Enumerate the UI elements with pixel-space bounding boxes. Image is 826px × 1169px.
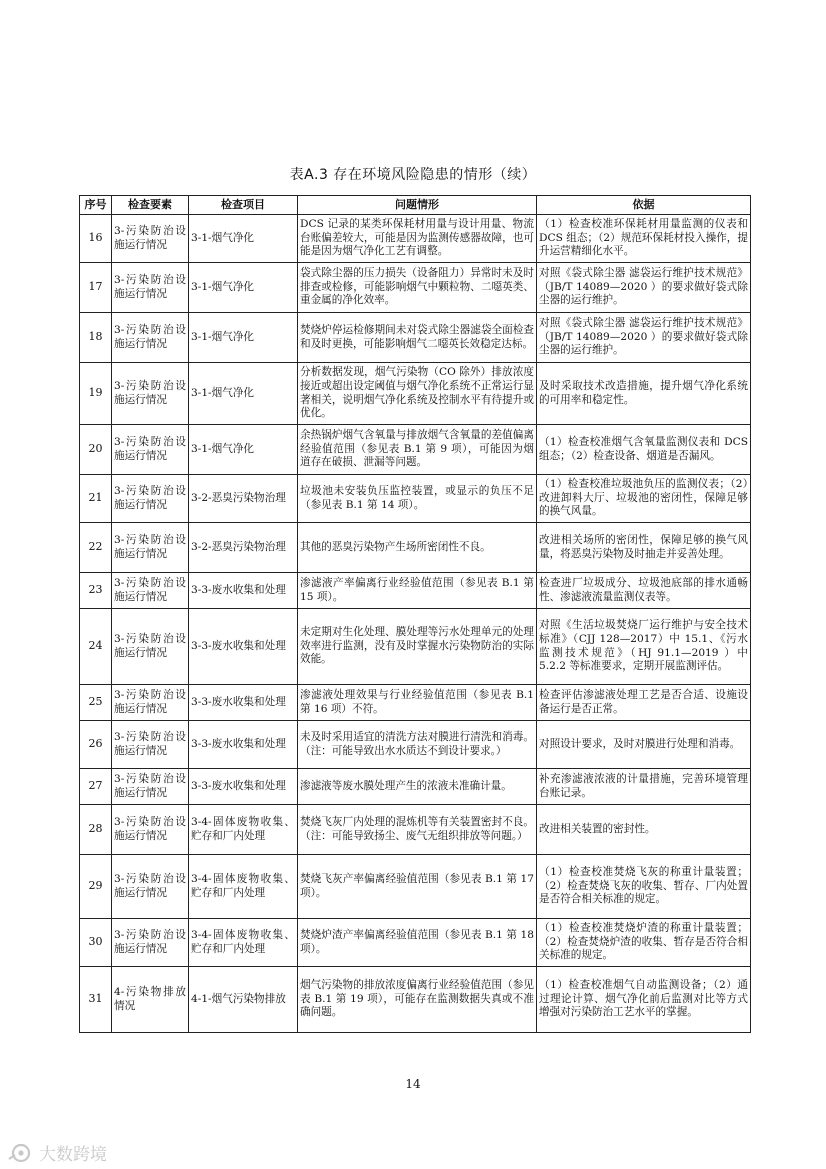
cell-basis: 对照《袋式除尘器 滤袋运行维护技术规范》（JB/T 14089—2020 ）的要求做好袋式除尘器的运行维护。 bbox=[537, 263, 751, 313]
table-row bbox=[80, 855, 751, 919]
cell-basis: 改进相关装置的密封性。 bbox=[537, 805, 751, 855]
cell-no: 26 bbox=[80, 721, 112, 769]
table-row bbox=[80, 263, 751, 313]
cell-item: 3-1-烟气净化 bbox=[189, 313, 298, 363]
cell-basis: 对照《袋式除尘器 滤袋运行维护技术规范》（JB/T 14089—2020 ）的要求做好袋式除尘器的运行维护。 bbox=[537, 313, 751, 363]
cell-issue: 垃圾池未安装负压监控装置，或显示的负压不足（参见表 B.1 第 14 项）。 bbox=[298, 475, 537, 523]
cell-item: 3-1-烟气净化 bbox=[189, 425, 298, 475]
cell-no: 25 bbox=[80, 685, 112, 721]
page-number: 14 bbox=[405, 1077, 421, 1091]
table-row bbox=[80, 769, 751, 805]
table-row bbox=[80, 475, 751, 523]
cell-issue: 渗滤液产率偏离行业经验值范围（参见表 B.1 第 15 项）。 bbox=[298, 573, 537, 609]
col-header-basis: 依据 bbox=[537, 196, 751, 215]
cell-basis: 补充渗滤液浓液的计量措施，完善环境管理台账记录。 bbox=[537, 769, 751, 805]
table-title: 表A.3 存在环境风险隐患的情形（续） bbox=[289, 167, 537, 183]
cell-item: 3-2-恶臭污染物治理 bbox=[189, 475, 298, 523]
cell-item: 3-4-固体废物收集、贮存和厂内处理 bbox=[189, 805, 298, 855]
cell-no: 24 bbox=[80, 609, 112, 685]
cell-issue: 余热锅炉烟气含氧量与排放烟气含氧量的差值偏离经验值范围（参见表 B.1 第 9 项），可能因为烟道存在破损、泄漏等问题。 bbox=[298, 425, 537, 475]
cell-element: 3-污染防治设施运行情况 bbox=[112, 855, 189, 919]
cell-item: 3-3-废水收集和处理 bbox=[189, 609, 298, 685]
cell-item: 3-4-固体废物收集、贮存和厂内处理 bbox=[189, 919, 298, 967]
cell-item: 3-3-废水收集和处理 bbox=[189, 721, 298, 769]
cell-no: 18 bbox=[80, 313, 112, 363]
cell-element: 3-污染防治设施运行情况 bbox=[112, 805, 189, 855]
cell-item: 3-4-固体废物收集、贮存和厂内处理 bbox=[189, 855, 298, 919]
cell-element: 3-污染防治设施运行情况 bbox=[112, 313, 189, 363]
cell-no: 23 bbox=[80, 573, 112, 609]
table-row bbox=[80, 685, 751, 721]
table-row bbox=[80, 919, 751, 967]
cell-item: 3-2-恶臭污染物治理 bbox=[189, 523, 298, 573]
table-row bbox=[80, 721, 751, 769]
cell-no: 16 bbox=[80, 215, 112, 263]
cell-element: 3-污染防治设施运行情况 bbox=[112, 523, 189, 573]
cell-item: 3-3-废水收集和处理 bbox=[189, 573, 298, 609]
cell-issue: 焚烧飞灰产率偏离经验值范围（参见表 B.1 第 17 项）。 bbox=[298, 855, 537, 919]
table-row bbox=[80, 573, 751, 609]
table-body bbox=[80, 215, 751, 1033]
table-row bbox=[80, 523, 751, 573]
cell-issue: 袋式除尘器的压力损失（设备阻力）异常时未及时排查或检修，可能影响烟气中颗粒物、二噁英类、重金属的净化效率。 bbox=[298, 263, 537, 313]
watermark-logo-icon bbox=[8, 1143, 34, 1163]
cell-no: 21 bbox=[80, 475, 112, 523]
cell-basis: （1）检查校准焚烧飞灰的称重计量装置；（2）检查焚烧飞灰的收集、暂存、厂内处置是否符合相关标准的规定。 bbox=[537, 855, 751, 919]
table-header-row bbox=[80, 196, 751, 215]
cell-basis: 检查评估渗滤液处理工艺是否合适、设施设备运行是否正常。 bbox=[537, 685, 751, 721]
col-header-no: 序号 bbox=[80, 196, 112, 215]
cell-no: 17 bbox=[80, 263, 112, 313]
cell-issue: 未定期对生化处理、膜处理等污水处理单元的处理效率进行监测，没有及时掌握水污染物防治的实际效能。 bbox=[298, 609, 537, 685]
cell-item: 4-1-烟气污染物排放 bbox=[189, 967, 298, 1033]
cell-element: 3-污染防治设施运行情况 bbox=[112, 425, 189, 475]
cell-element: 3-污染防治设施运行情况 bbox=[112, 721, 189, 769]
cell-no: 30 bbox=[80, 919, 112, 967]
table-row bbox=[80, 313, 751, 363]
cell-element: 3-污染防治设施运行情况 bbox=[112, 475, 189, 523]
cell-element: 3-污染防治设施运行情况 bbox=[112, 609, 189, 685]
cell-issue: 焚烧炉停运检修期间未对袋式除尘器滤袋全面检查和及时更换，可能影响烟气二噁英长效稳定达标。 bbox=[298, 313, 537, 363]
cell-basis: 对照《生活垃圾焚烧厂运行维护与安全技术标准》（CJJ 128—2017）中 15.1、《污水监测技术规范》（HJ 91.1—2019 ）中 5.2.2 等标准要求，定期开展监测评估。 bbox=[537, 609, 751, 685]
cell-basis: （1）检查校准焚烧炉渣的称重计量装置；（2）检查焚烧炉渣的收集、暂存是否符合相关标准的规定。 bbox=[537, 919, 751, 967]
cell-no: 20 bbox=[80, 425, 112, 475]
cell-basis: （1）检查校准烟气自动监测设备；（2）通过理论计算、烟气净化前后监测对比等方式增强对污染防治工艺水平的掌握。 bbox=[537, 967, 751, 1033]
cell-element: 3-污染防治设施运行情况 bbox=[112, 573, 189, 609]
watermark bbox=[8, 1140, 107, 1165]
cell-no: 27 bbox=[80, 769, 112, 805]
cell-issue: 分析数据发现，烟气污染物（CO 除外）排放浓度接近或超出设定阈值与烟气净化系统不正常运行显著相关，说明烟气净化系统及控制水平有待提升或优化。 bbox=[298, 363, 537, 425]
cell-element: 3-污染防治设施运行情况 bbox=[112, 685, 189, 721]
cell-issue: 其他的恶臭污染物产生场所密闭性不良。 bbox=[298, 523, 537, 573]
cell-issue: DCS 记录的某类环保耗材用量与设计用量、物流台账偏差较大，可能是因为监测传感器故障，也可能是因为烟气净化工艺有调整。 bbox=[298, 215, 537, 263]
cell-basis: 检查进厂垃圾成分、垃圾池底部的排水通畅性、渗滤液流量监测仪表等。 bbox=[537, 573, 751, 609]
cell-element: 4-污染物排放情况 bbox=[112, 967, 189, 1033]
cell-basis: 改进相关场所的密闭性，保障足够的换气风量，将恶臭污染物及时抽走并妥善处理。 bbox=[537, 523, 751, 573]
cell-element: 3-污染防治设施运行情况 bbox=[112, 769, 189, 805]
cell-no: 22 bbox=[80, 523, 112, 573]
cell-no: 28 bbox=[80, 805, 112, 855]
cell-issue: 未及时采用适宜的清洗方法对膜进行清洗和消毒。（注：可能导致出水水质达不到设计要求。） bbox=[298, 721, 537, 769]
cell-basis: 及时采取技术改造措施，提升烟气净化系统的可用率和稳定性。 bbox=[537, 363, 751, 425]
cell-no: 31 bbox=[80, 967, 112, 1033]
table-row bbox=[80, 425, 751, 475]
col-header-element: 检查要素 bbox=[112, 196, 189, 215]
cell-issue: 渗滤液处理效果与行业经验值范围（参见表 B.1 第 16 项）不符。 bbox=[298, 685, 537, 721]
cell-item: 3-3-废水收集和处理 bbox=[189, 685, 298, 721]
cell-element: 3-污染防治设施运行情况 bbox=[112, 215, 189, 263]
cell-item: 3-1-烟气净化 bbox=[189, 363, 298, 425]
cell-issue: 烟气污染物的排放浓度偏离行业经验值范围（参见表 B.1 第 19 项），可能存在监测数据失真或不准确问题。 bbox=[298, 967, 537, 1033]
cell-issue: 焚烧炉渣产率偏离经验值范围（参见表 B.1 第 18 项）。 bbox=[298, 919, 537, 967]
col-header-issue: 问题情形 bbox=[298, 196, 537, 215]
table-row bbox=[80, 805, 751, 855]
cell-item: 3-1-烟气净化 bbox=[189, 215, 298, 263]
cell-element: 3-污染防治设施运行情况 bbox=[112, 919, 189, 967]
table-row bbox=[80, 215, 751, 263]
cell-basis: 对照设计要求，及时对膜进行处理和消毒。 bbox=[537, 721, 751, 769]
risk-table bbox=[79, 195, 751, 1033]
cell-item: 3-3-废水收集和处理 bbox=[189, 769, 298, 805]
cell-issue: 焚烧飞灰厂内处理的混炼机等有关装置密封不良。（注：可能导致扬尘、废气无组织排放等问题。） bbox=[298, 805, 537, 855]
cell-basis: （1）检查校准烟气含氧量监测仪表和 DCS 组态；（2）检查设备、烟道是否漏风。 bbox=[537, 425, 751, 475]
cell-basis: （1）检查校准环保耗材用量监测的仪表和 DCS 组态；（2）规范环保耗材投入操作，提升运营精细化水平。 bbox=[537, 215, 751, 263]
table-row bbox=[80, 609, 751, 685]
watermark-text: 大数跨境 bbox=[39, 1145, 107, 1165]
cell-no: 19 bbox=[80, 363, 112, 425]
cell-basis: （1）检查校准垃圾池负压的监测仪表；（2）改进卸料大厅、垃圾池的密闭性，保障足够的换气风量。 bbox=[537, 475, 751, 523]
cell-element: 3-污染防治设施运行情况 bbox=[112, 363, 189, 425]
table-row bbox=[80, 363, 751, 425]
col-header-item: 检查项目 bbox=[189, 196, 298, 215]
cell-item: 3-1-烟气净化 bbox=[189, 263, 298, 313]
table-row bbox=[80, 967, 751, 1033]
cell-issue: 渗滤液等废水膜处理产生的浓液未准确计量。 bbox=[298, 769, 537, 805]
cell-no: 29 bbox=[80, 855, 112, 919]
cell-element: 3-污染防治设施运行情况 bbox=[112, 263, 189, 313]
